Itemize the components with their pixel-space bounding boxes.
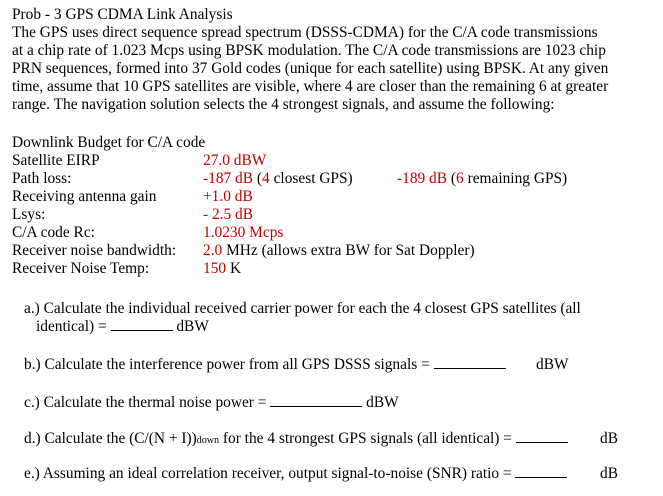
question-d-unit: dB (600, 430, 618, 447)
question-b (24, 356, 506, 374)
question-a-line1: a.) Calculate the individual received carrier power for each the 4 closest GPS satellites (all (24, 300, 581, 317)
question-c-unit: dBW (366, 394, 399, 411)
budget-value: - 2.5 dB (203, 206, 254, 223)
question-e (24, 465, 567, 483)
budget-label: Lsys: (12, 206, 46, 223)
question-a-unit: dBW (176, 318, 209, 335)
intro-line: range. The navigation solution selects the 4 strongest signals, and assume the following: (12, 96, 555, 113)
question-c-text: c.) Calculate the thermal noise power = (24, 394, 267, 411)
budget-value: 1.0230 Mcps (203, 224, 284, 241)
intro-line: at a chip rate of 1.023 Mcps using BPSK modulation. The C/A code transmissions are 1023 chip (12, 42, 606, 59)
budget-label: Satellite EIRP (12, 152, 100, 169)
paren-open: ( (256, 170, 263, 187)
closest-count: 4 (262, 170, 270, 187)
question-c (24, 394, 399, 412)
answer-blank[interactable] (434, 356, 506, 369)
path-loss-remaining: -189 dB (397, 170, 448, 187)
answer-blank[interactable] (111, 318, 173, 331)
budget-label: Receiver Noise Temp: (12, 260, 150, 277)
budget-value-group (203, 242, 475, 260)
budget-value: +1.0 dB (203, 188, 253, 205)
page-title: Prob - 3 GPS CDMA Link Analysis (12, 6, 233, 23)
budget-value: 27.0 dBW (203, 152, 267, 169)
question-d (24, 430, 568, 450)
answer-blank[interactable] (270, 394, 362, 407)
noise-temp-value: 150 (203, 260, 227, 277)
intro-line: The GPS uses direct sequence spread spectrum (DSSS-CDMA) for the C/A code transmissions (12, 24, 598, 41)
question-b-text: b.) Calculate the interference power from all GPS DSSS signals = (24, 356, 430, 373)
budget-label: C/A code Rc: (12, 224, 95, 241)
paren-rest: remaining GPS) (463, 170, 568, 187)
paren-open: ( (450, 170, 457, 187)
noise-bandwidth-rest: MHz (allows extra BW for Sat Doppler) (222, 242, 475, 259)
path-loss-close: -187 dB (203, 170, 254, 187)
budget-label: Receiving antenna gain (12, 188, 157, 205)
budget-label: Receiver noise bandwidth: (12, 242, 177, 259)
intro-line: PRN sequences, formed into 37 Gold codes (unique for each satellite) using BPSK. At any given (12, 60, 609, 77)
question-a-line2 (36, 318, 209, 336)
paren-rest: closest GPS) (269, 170, 353, 187)
budget-extra-group (397, 170, 567, 188)
remaining-count: 6 (456, 170, 464, 187)
question-d-sub: down (196, 435, 220, 446)
question-b-unit: dBW (536, 356, 569, 373)
question-e-unit: dB (600, 465, 618, 482)
question-a-text: identical) = (36, 318, 107, 335)
answer-blank[interactable] (515, 465, 567, 478)
budget-value-group (203, 260, 241, 278)
noise-temp-rest: K (226, 260, 242, 277)
question-d-post: for the 4 strongest GPS signals (all identical) = (219, 430, 512, 447)
intro-line: time, assume that 10 GPS satellites are visible, where 4 are closer than the remaining 6 at greater (12, 78, 609, 95)
noise-bandwidth-value: 2.0 (203, 242, 223, 259)
question-d-pre: d.) Calculate the (C/(N + I)) (24, 430, 197, 447)
question-e-text: e.) Assuming an ideal correlation receiver, output signal-to-noise (SNR) ratio = (24, 465, 512, 482)
budget-value-group (203, 170, 353, 188)
budget-heading: Downlink Budget for C/A code (12, 134, 206, 151)
budget-label: Path loss: (12, 170, 72, 187)
answer-blank[interactable] (516, 430, 568, 443)
